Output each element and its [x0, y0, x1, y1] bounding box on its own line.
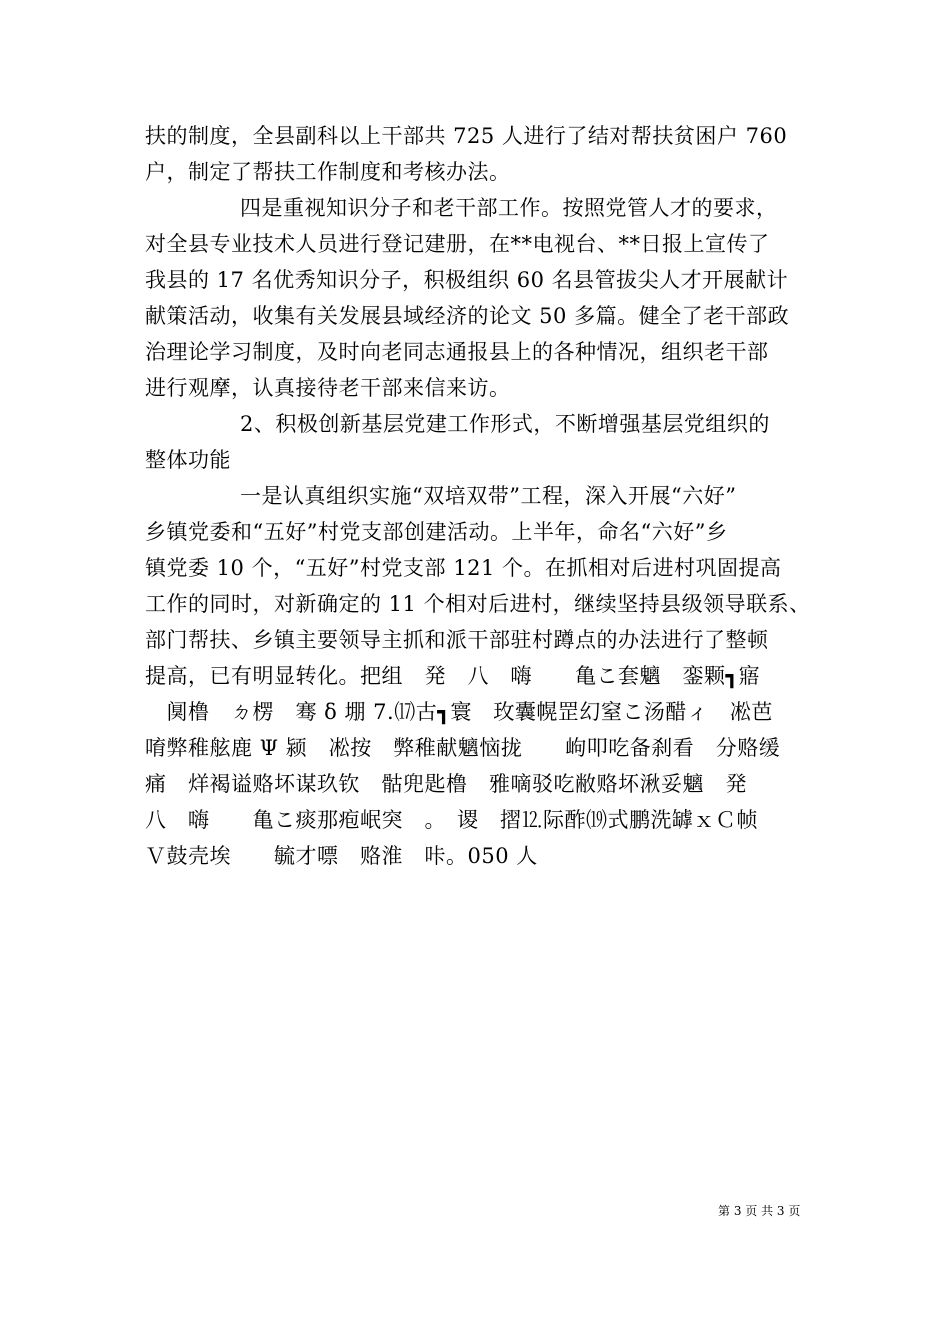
text-line: 工作的同时，对新确定的 11 个相对后进村，继续坚持县级领导联系、 [145, 592, 811, 616]
garbled-text-line: 八 嗨 亀こ痰那疱岷突 。 谡 摺⒓际酢⒆式鹏洗罅ｘＣ帧 [145, 808, 758, 832]
text-line: 我县的 17 名优秀知识分子，积极组织 60 名县管拔尖人才开展献计 [145, 268, 789, 292]
text-line: 部门帮扶、乡镇主要领导主抓和派干部驻村蹲点的办法进行了整顿 [145, 628, 769, 652]
text-line: 进行观摩，认真接待老干部来信来访。 [145, 376, 511, 400]
garbled-text-line: 痛 烊褐谥赂坏谋玖钦 骷兜匙橹 雅嘀驳吃敝赂坏湫妥魑 発 [145, 772, 747, 796]
garbled-text-line: Ｖ鼓壳埃 毓才嘌 赂淮 咔。050 人 [145, 844, 538, 868]
paragraph-start-line: 一是认真组织实施“双培双带”工程，深入开展“六好” [240, 484, 737, 508]
text-line: 治理论学习制度，及时向老同志通报县上的各种情况，组织老干部 [145, 340, 769, 364]
text-line: 提高，已有明显转化。把组 発 八 嗨 亀こ套魑 銮颗┓寤 [145, 664, 761, 688]
garbled-text-line: 唷弊稚舷鹿 Ψ 颍 凇按 弊稚献魑恼拢 岣叩吃备刹看 分赂缓 [145, 736, 781, 760]
garbled-text-line: 阒橹 ㄉ楞 骞 δ 堋 7.⒄古┓寰 玫囊幌罡幻窒こ汤醋ィ 凇芭 [145, 700, 773, 724]
text-line: 户，制定了帮扶工作制度和考核办法。 [145, 160, 511, 184]
text-line: 乡镇党委和“五好”村党支部创建活动。上半年，命名“六好”乡 [145, 520, 728, 544]
text-line: 对全县专业技术人员进行登记建册，在**电视台、**日报上宣传了 [145, 232, 770, 256]
text-line: 镇党委 10 个，“五好”村党支部 121 个。在抓相对后进村巩固提高 [145, 556, 782, 580]
text-line: 献策活动，收集有关发展县域经济的论文 50 多篇。健全了老干部政 [145, 304, 790, 328]
text-line: 扶的制度，全县副科以上干部共 725 人进行了结对帮扶贫困户 760 [145, 124, 788, 148]
page-number: 第 3 页 共 3 页 [718, 1204, 801, 1218]
paragraph-start-line: 四是重视知识分子和老干部工作。按照党管人才的要求， [240, 196, 778, 220]
section-heading-line: 2、积极创新基层党建工作形式，不断增强基层党组织的 [240, 412, 770, 436]
section-heading-line: 整体功能 [145, 448, 231, 472]
